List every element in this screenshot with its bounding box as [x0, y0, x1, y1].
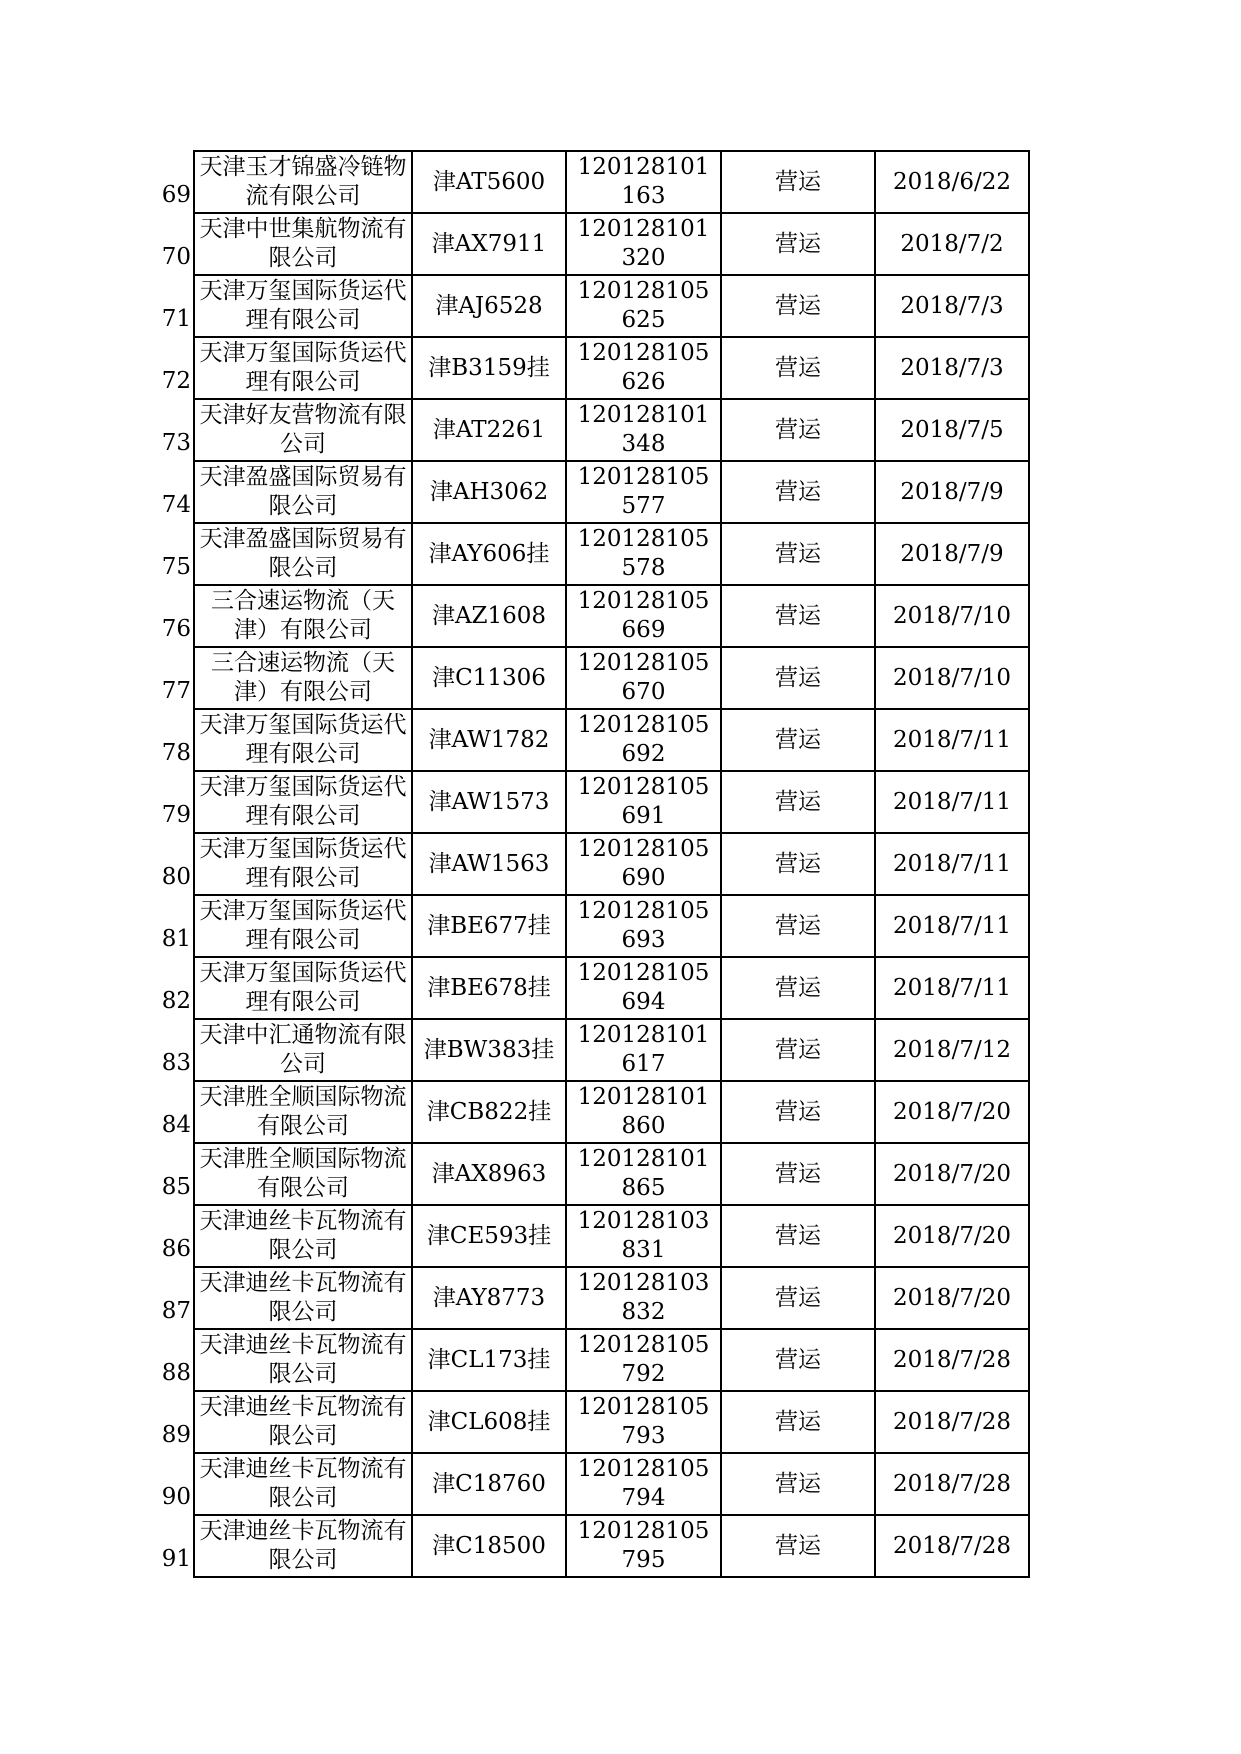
date-cell: 2018/7/20 [875, 1205, 1029, 1267]
cert-number-cell: 120128105694 [566, 957, 721, 1019]
row-index: 82 [161, 988, 191, 1014]
row-index: 73 [161, 430, 191, 456]
plate-cell: 津AY8773 [412, 1267, 566, 1329]
usage-cell: 营运 [721, 895, 875, 957]
usage-cell: 营运 [721, 709, 875, 771]
usage-cell: 营运 [721, 833, 875, 895]
date-cell: 2018/7/2 [875, 213, 1029, 275]
table-row [160, 275, 1029, 337]
row-index: 87 [161, 1298, 191, 1324]
cert-number-cell: 120128105626 [566, 337, 721, 399]
cert-number-cell: 120128101617 [566, 1019, 721, 1081]
plate-cell: 津CL608挂 [412, 1391, 566, 1453]
plate-cell: 津BW383挂 [412, 1019, 566, 1081]
vehicle-registration-sheet [160, 150, 1030, 1578]
usage-cell: 营运 [721, 1453, 875, 1515]
table-row [160, 461, 1029, 523]
date-cell: 2018/7/3 [875, 337, 1029, 399]
company-cell: 天津玉才锦盛冷链物流有限公司 [194, 151, 412, 213]
usage-cell: 营运 [721, 1019, 875, 1081]
usage-cell: 营运 [721, 1515, 875, 1577]
cert-number-cell: 120128105693 [566, 895, 721, 957]
table-row [160, 523, 1029, 585]
table-row [160, 337, 1029, 399]
usage-cell: 营运 [721, 1267, 875, 1329]
date-cell: 2018/7/5 [875, 399, 1029, 461]
company-cell: 天津盈盛国际贸易有限公司 [194, 461, 412, 523]
cert-number-cell: 120128101320 [566, 213, 721, 275]
row-index: 76 [161, 616, 191, 642]
date-cell: 2018/7/9 [875, 523, 1029, 585]
plate-cell: 津AW1782 [412, 709, 566, 771]
table-row [160, 833, 1029, 895]
row-index: 71 [161, 306, 191, 332]
cert-number-cell: 120128105692 [566, 709, 721, 771]
cert-number-cell: 120128105670 [566, 647, 721, 709]
date-cell: 2018/7/3 [875, 275, 1029, 337]
row-index: 70 [161, 244, 191, 270]
company-cell: 天津万玺国际货运代理有限公司 [194, 957, 412, 1019]
row-index: 90 [161, 1484, 191, 1510]
plate-cell: 津CL173挂 [412, 1329, 566, 1391]
table-row [160, 957, 1029, 1019]
date-cell: 2018/7/10 [875, 647, 1029, 709]
company-cell: 天津万玺国际货运代理有限公司 [194, 895, 412, 957]
row-index: 69 [161, 182, 191, 208]
usage-cell: 营运 [721, 1329, 875, 1391]
date-cell: 2018/6/22 [875, 151, 1029, 213]
date-cell: 2018/7/28 [875, 1453, 1029, 1515]
company-cell: 天津迪丝卡瓦物流有限公司 [194, 1205, 412, 1267]
company-cell: 三合速运物流（天津）有限公司 [194, 585, 412, 647]
row-index: 85 [161, 1174, 191, 1200]
table-row [160, 1515, 1029, 1577]
company-cell: 天津盈盛国际贸易有限公司 [194, 523, 412, 585]
cert-number-cell: 120128105669 [566, 585, 721, 647]
company-cell: 天津万玺国际货运代理有限公司 [194, 771, 412, 833]
row-index: 84 [161, 1112, 191, 1138]
company-cell: 天津迪丝卡瓦物流有限公司 [194, 1391, 412, 1453]
date-cell: 2018/7/11 [875, 957, 1029, 1019]
usage-cell: 营运 [721, 771, 875, 833]
table-row [160, 1329, 1029, 1391]
cert-number-cell: 120128105793 [566, 1391, 721, 1453]
date-cell: 2018/7/10 [875, 585, 1029, 647]
cert-number-cell: 120128105577 [566, 461, 721, 523]
usage-cell: 营运 [721, 957, 875, 1019]
cert-number-cell: 120128105691 [566, 771, 721, 833]
cert-number-cell: 120128105795 [566, 1515, 721, 1577]
cert-number-cell: 120128101163 [566, 151, 721, 213]
date-cell: 2018/7/11 [875, 833, 1029, 895]
company-cell: 天津好友营物流有限公司 [194, 399, 412, 461]
company-cell: 天津中汇通物流有限公司 [194, 1019, 412, 1081]
usage-cell: 营运 [721, 213, 875, 275]
row-index: 88 [161, 1360, 191, 1386]
row-index: 79 [161, 802, 191, 828]
usage-cell: 营运 [721, 1081, 875, 1143]
table-row [160, 1205, 1029, 1267]
date-cell: 2018/7/28 [875, 1515, 1029, 1577]
plate-cell: 津AX7911 [412, 213, 566, 275]
date-cell: 2018/7/20 [875, 1081, 1029, 1143]
usage-cell: 营运 [721, 585, 875, 647]
date-cell: 2018/7/9 [875, 461, 1029, 523]
plate-cell: 津AT2261 [412, 399, 566, 461]
row-index: 77 [161, 678, 191, 704]
row-index: 91 [161, 1546, 191, 1572]
usage-cell: 营运 [721, 461, 875, 523]
company-cell: 天津中世集航物流有限公司 [194, 213, 412, 275]
company-cell: 天津万玺国际货运代理有限公司 [194, 275, 412, 337]
row-index: 86 [161, 1236, 191, 1262]
plate-cell: 津AW1563 [412, 833, 566, 895]
plate-cell: 津BE678挂 [412, 957, 566, 1019]
cert-number-cell: 120128101865 [566, 1143, 721, 1205]
row-index: 83 [161, 1050, 191, 1076]
cert-number-cell: 120128103832 [566, 1267, 721, 1329]
cert-number-cell: 120128105792 [566, 1329, 721, 1391]
usage-cell: 营运 [721, 523, 875, 585]
plate-cell: 津CE593挂 [412, 1205, 566, 1267]
date-cell: 2018/7/11 [875, 709, 1029, 771]
table-row [160, 771, 1029, 833]
date-cell: 2018/7/28 [875, 1391, 1029, 1453]
company-cell: 天津迪丝卡瓦物流有限公司 [194, 1515, 412, 1577]
plate-cell: 津C18500 [412, 1515, 566, 1577]
plate-cell: 津CB822挂 [412, 1081, 566, 1143]
row-index: 74 [161, 492, 191, 518]
usage-cell: 营运 [721, 1205, 875, 1267]
table-row [160, 895, 1029, 957]
plate-cell: 津AW1573 [412, 771, 566, 833]
cert-number-cell: 120128101348 [566, 399, 721, 461]
table-row [160, 585, 1029, 647]
table-row [160, 151, 1029, 213]
company-cell: 天津万玺国际货运代理有限公司 [194, 709, 412, 771]
plate-cell: 津AJ6528 [412, 275, 566, 337]
plate-cell: 津B3159挂 [412, 337, 566, 399]
cert-number-cell: 120128105625 [566, 275, 721, 337]
plate-cell: 津BE677挂 [412, 895, 566, 957]
table-row [160, 1391, 1029, 1453]
date-cell: 2018/7/20 [875, 1267, 1029, 1329]
company-cell: 天津迪丝卡瓦物流有限公司 [194, 1329, 412, 1391]
table-row [160, 1019, 1029, 1081]
table-row [160, 647, 1029, 709]
plate-cell: 津AY606挂 [412, 523, 566, 585]
row-index: 81 [161, 926, 191, 952]
vehicle-table [160, 150, 1030, 1578]
usage-cell: 营运 [721, 275, 875, 337]
plate-cell: 津AX8963 [412, 1143, 566, 1205]
row-index: 80 [161, 864, 191, 890]
plate-cell: 津AT5600 [412, 151, 566, 213]
cert-number-cell: 120128105690 [566, 833, 721, 895]
date-cell: 2018/7/20 [875, 1143, 1029, 1205]
company-cell: 天津万玺国际货运代理有限公司 [194, 833, 412, 895]
table-row [160, 399, 1029, 461]
row-index: 78 [161, 740, 191, 766]
plate-cell: 津C18760 [412, 1453, 566, 1515]
row-index: 72 [161, 368, 191, 394]
table-row [160, 709, 1029, 771]
table-row [160, 1143, 1029, 1205]
usage-cell: 营运 [721, 1143, 875, 1205]
date-cell: 2018/7/28 [875, 1329, 1029, 1391]
plate-cell: 津C11306 [412, 647, 566, 709]
company-cell: 天津胜全顺国际物流有限公司 [194, 1081, 412, 1143]
table-row [160, 1081, 1029, 1143]
date-cell: 2018/7/11 [875, 895, 1029, 957]
cert-number-cell: 120128101860 [566, 1081, 721, 1143]
company-cell: 天津胜全顺国际物流有限公司 [194, 1143, 412, 1205]
date-cell: 2018/7/11 [875, 771, 1029, 833]
usage-cell: 营运 [721, 399, 875, 461]
table-row [160, 1453, 1029, 1515]
row-index: 75 [161, 554, 191, 580]
company-cell: 三合速运物流（天津）有限公司 [194, 647, 412, 709]
company-cell: 天津迪丝卡瓦物流有限公司 [194, 1267, 412, 1329]
plate-cell: 津AH3062 [412, 461, 566, 523]
company-cell: 天津万玺国际货运代理有限公司 [194, 337, 412, 399]
date-cell: 2018/7/12 [875, 1019, 1029, 1081]
usage-cell: 营运 [721, 1391, 875, 1453]
cert-number-cell: 120128105794 [566, 1453, 721, 1515]
table-row [160, 1267, 1029, 1329]
usage-cell: 营运 [721, 151, 875, 213]
usage-cell: 营运 [721, 337, 875, 399]
usage-cell: 营运 [721, 647, 875, 709]
company-cell: 天津迪丝卡瓦物流有限公司 [194, 1453, 412, 1515]
vehicle-table-body [160, 151, 1029, 1577]
plate-cell: 津AZ1608 [412, 585, 566, 647]
cert-number-cell: 120128103831 [566, 1205, 721, 1267]
cert-number-cell: 120128105578 [566, 523, 721, 585]
row-index: 89 [161, 1422, 191, 1448]
table-row [160, 213, 1029, 275]
